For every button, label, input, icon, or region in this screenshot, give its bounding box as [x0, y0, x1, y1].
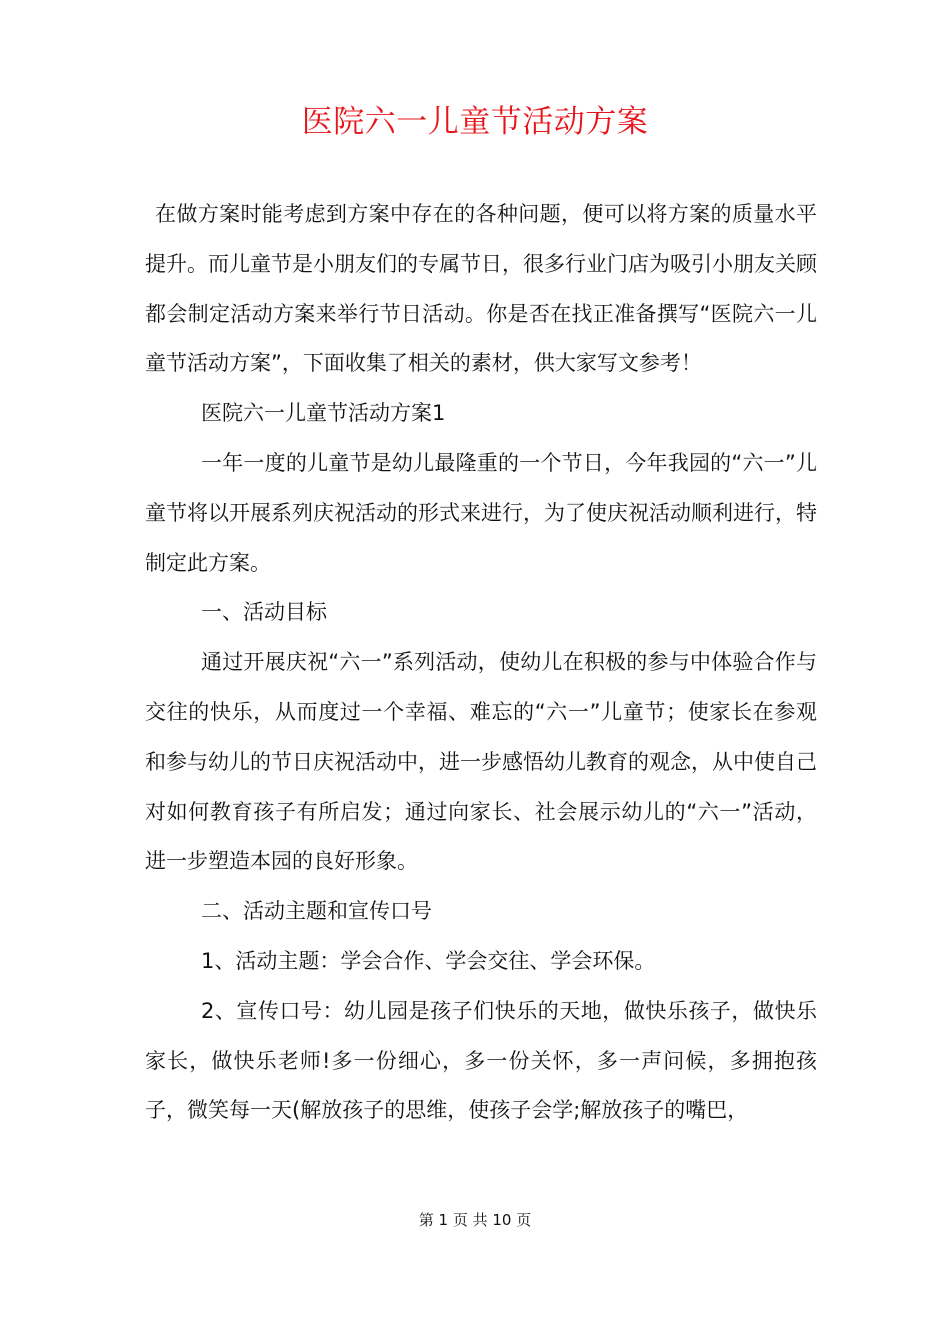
document-body [145, 190, 817, 1136]
body-paragraph: 通过开展庆祝“六一”系列活动，使幼儿在积极的参与中体验合作与交往的快乐，从而度过一个幸福、难忘的“六一”儿童节；使家长在参观和参与幼儿的节日庆祝活动中，进一步感悟幼儿教育的观念，从中使自己对如何教育孩子有所启发；通过向家长、社会展示幼儿的“六一”活动，进一步塑造本园的良好形象。 [145, 650, 817, 874]
list-item-slogan: 2、宣传口号：幼儿园是孩子们快乐的天地，做快乐孩子，做快乐家长，做快乐老师!多一份细心，多一份关怀，多一声问候，多拥抱孩子，微笑每一天(解放孩子的思维，使孩子会学;解放孩子的嘴巴， [145, 998, 817, 1123]
page-footer [0, 1209, 950, 1231]
body-paragraph: 一年一度的儿童节是幼儿最隆重的一个节日，今年我园的“六一”儿童节将以开展系列庆祝活动的形式来进行，为了使庆祝活动顺利进行，特制定此方案。 [145, 450, 817, 575]
section-heading-theme: 二、活动主题和宣传口号 [201, 899, 432, 924]
page-number: 第 1 页 共 10 页 [418, 1211, 532, 1229]
section-heading-plan-1: 医院六一儿童节活动方案1 [201, 401, 446, 426]
intro-paragraph: 在做方案时能考虑到方案中存在的各种问题，便可以将方案的质量水平提升。而儿童节是小朋友们的专属节日，很多行业门店为吸引小朋友关顾都会制定活动方案来举行节日活动。你是否在找正准备撰写“医院六一儿童节活动方案”，下面收集了相关的素材，供大家写文参考！ [145, 202, 817, 376]
list-item-theme: 1、活动主题：学会合作、学会交往、学会环保。 [201, 948, 656, 973]
section-heading-goals: 一、活动目标 [201, 600, 327, 625]
document-title: 医院六一儿童节活动方案 [301, 104, 649, 140]
